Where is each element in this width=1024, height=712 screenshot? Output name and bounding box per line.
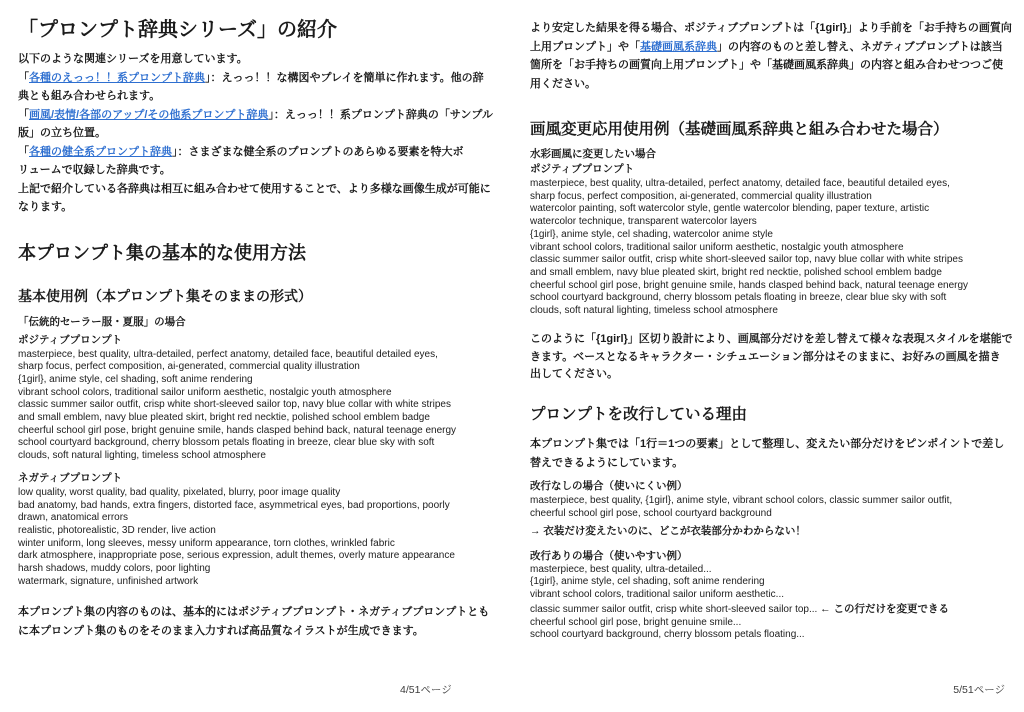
prompt-line: low quality, worst quality, bad quality, pixelated, blurry, poor image quality <box>18 486 341 498</box>
prompt-line: {1girl}, anime style, cel shading, soft anime rendering <box>18 373 253 385</box>
prompt-line: watercolor technique, transparent watercolor layers <box>530 216 757 228</box>
text-line <box>18 69 500 88</box>
positive-prompt-block <box>530 178 1012 318</box>
section-heading-basic-usage: 本プロンプト集の基本的な使用方法 <box>18 242 306 263</box>
prompt-line: masterpiece, best quality, ultra-detailed, perfect anatomy, detailed face, beautiful detailed eyes, <box>530 178 950 189</box>
negative-prompt-block <box>18 487 500 589</box>
with-linebreak-example-label: 改行ありの場合（使いやすい例） <box>530 549 688 562</box>
page4-intro <box>18 50 500 217</box>
text-segment: 「 <box>18 108 29 121</box>
text-line: 上記で紹介している各辞典は相互に組み合わせて使用することで、より多様な画像生成が可能に <box>18 182 491 195</box>
text-segment: 」：さまざまな健全系のプロンプトのあらゆる要素を特大ボ <box>172 145 464 158</box>
positive-prompt-label: ポジティブプロンプト <box>530 163 635 175</box>
link-base-style-dictionary[interactable]: 基礎画風系辞典 <box>640 40 717 53</box>
link-style-expression-prompt-dictionary[interactable]: 画風/表情/各部のアップ/その他系プロンプト辞典 <box>29 108 269 121</box>
case-label: 水彩画風に変更したい場合 <box>530 148 656 160</box>
text-segment: 「 <box>18 71 29 84</box>
text-line <box>18 106 500 125</box>
text-segment: 」の内容のものと差し替え、ネガティブプロンプトは該当 <box>717 40 1003 53</box>
prompt-line: masterpiece, best quality, {1girl}, anime style, vibrant school colors, classic summer sailor outfit, <box>530 495 953 507</box>
subsection-heading-basic-example: 基本使用例（本プロンプト集そのままの形式） <box>18 287 312 304</box>
page-number-4: 4/51ページ <box>400 684 452 696</box>
text-line: リュームで収録した辞典です。 <box>18 164 171 176</box>
text-line: より安定した結果を得る場合、ポジティブプロンプトは「{1girl}」より手前を「お手持ちの画質向 <box>530 22 1012 34</box>
prompt-line: masterpiece, best quality, ultra-detailed, perfect anatomy, detailed face, beautiful detailed eyes, <box>18 348 438 360</box>
document-page-5 <box>512 0 1024 712</box>
change-this-line-annotation: ← この行だけを変更できる <box>820 602 950 615</box>
positive-prompt-label: ポジティブプロンプト <box>18 333 123 346</box>
text-line: 本プロンプト集の内容のものは、基本的にはポジティブプロンプト・ネガティブプロンプトとも <box>18 606 490 619</box>
prompt-line: {1girl}, anime style, cel shading, watercolor anime style <box>530 228 773 240</box>
prompt-line: watercolor painting, soft watercolor style, gentle watercolor blending, paper texture, artistic <box>530 203 930 215</box>
page4-title: 「プロンプト辞典シリーズ」の紹介 <box>18 19 337 41</box>
prompt-line: clouds, soft natural lighting, timeless school atmosphere <box>530 305 778 317</box>
page5-reason-paragraph <box>530 435 1012 472</box>
prompt-line: and small emblem, navy blue pleated skirt, bright red necktie, polished school emblem badge <box>530 266 942 278</box>
no-linebreak-example-label: 改行なしの場合（使いにくい例） <box>530 480 688 493</box>
prompt-segment: classic summer sailor outfit, crisp white short-sleeved sailor top... <box>530 603 821 615</box>
text-line: きます。ベースとなるキャラクター・シチュエーション部分はそのままに、お好みの画風を描き <box>530 350 1001 363</box>
link-wholesome-prompt-dictionary[interactable]: 各種の健全系プロンプト辞典 <box>29 145 172 158</box>
text-line: このように「{1girl}」区切り設計により、画風部分だけを差し替えて様々な表現スタイルを堪能で <box>530 332 1013 345</box>
prompt-line: masterpiece, best quality, ultra-detailed... <box>530 563 712 575</box>
page-number-5: 5/51ページ <box>953 684 1005 696</box>
text-line: 本プロンプト集では「1行＝1つの要素」として整理し、変えたい部分だけをピンポイントで差し <box>530 438 1005 451</box>
prompt-line: watermark, signature, unfinished artwork <box>18 575 199 587</box>
text-line: 出してください。 <box>530 368 618 381</box>
section-heading-linebreak-reason: プロンプトを改行している理由 <box>530 406 748 424</box>
with-linebreak-example-block <box>530 564 1012 643</box>
prompt-line: harsh shadows, muddy colors, poor lighting <box>18 563 211 575</box>
text-segment: 」：えっっ！！系プロンプト辞典の「サンプル <box>268 108 493 121</box>
text-segment: 上用プロンプト」や「 <box>530 40 640 53</box>
text-line: 箇所を「お手持ちの画質向上用プロンプト」や「基礎画風系辞典」の内容と組み合わせつつご使 <box>530 59 1003 71</box>
negative-prompt-label: ネガティブプロンプト <box>18 471 123 484</box>
prompt-line: sharp focus, perfect composition, ai-generated, commercial quality illustration <box>530 190 872 202</box>
prompt-line: cheerful school girl pose, bright genuine smile, hands clasped behind back, natural teenage energy <box>530 279 969 291</box>
prompt-line: realistic, photorealistic, 3D render, live action <box>18 524 216 536</box>
text-line: 版」の立ち位置。 <box>18 127 106 139</box>
prompt-line: drawn, anatomical errors <box>18 512 129 524</box>
prompt-line: dark atmosphere, inappropriate pose, serious expression, adult themes, overly mature appearance <box>18 550 455 562</box>
positive-prompt-block <box>18 349 500 463</box>
prompt-line: cheerful school girl pose, bright genuine smile, hands clasped behind back, natural teenage energy <box>18 424 457 436</box>
prompt-line: school courtyard background, cherry blossom petals floating in breeze, clear blue sky with soft <box>530 292 947 304</box>
text-line: 以下のような関連シリーズを用意しています。 <box>18 53 248 65</box>
prompt-line: cheerful school girl pose, bright genuine smile... <box>530 616 742 628</box>
page4-outro <box>18 603 500 640</box>
text-line <box>18 143 500 162</box>
prompt-line: vibrant school colors, traditional sailor uniform aesthetic, nostalgic youth atmosphere <box>530 241 904 253</box>
prompt-line: {1girl}, anime style, cel shading, soft anime rendering <box>530 576 765 588</box>
page5-mid-paragraph <box>530 331 1012 384</box>
page5-intro <box>530 19 1012 93</box>
text-segment: 」：えっっ！！な構図やプレイを簡単に作れます。他の辞 <box>205 71 484 84</box>
prompt-line: clouds, soft natural lighting, timeless school atmosphere <box>18 450 266 462</box>
text-line: に本プロンプト集のものをそのまま入力すれば高品質なイラストが生成できます。 <box>18 624 424 637</box>
prompt-line: classic summer sailor outfit, crisp white short-sleeved sailor top, navy blue collar with white stripes <box>530 254 963 266</box>
prompt-line: school courtyard background, cherry blossom petals floating... <box>530 629 805 641</box>
prompt-line: sharp focus, perfect composition, ai-generated, commercial quality illustration <box>18 361 360 373</box>
prompt-line: bad anatomy, bad hands, extra fingers, distorted face, asymmetrical eyes, bad proportions, poorly <box>18 499 450 511</box>
text-line: 用ください。 <box>530 77 596 90</box>
text-line <box>530 38 1012 57</box>
prompt-line: cheerful school girl pose, school courtyard background <box>530 507 772 519</box>
prompt-line: winter uniform, long sleeves, messy uniform appearance, torn clothes, wrinkled fabric <box>18 537 395 549</box>
no-linebreak-example-block <box>530 495 1012 520</box>
section-heading-style-change-example: 画風変更応用使用例（基礎画風系辞典と組み合わせた場合） <box>530 121 949 138</box>
prompt-line: and small emblem, navy blue pleated skirt, bright red necktie, polished school emblem badge <box>18 412 430 424</box>
prompt-line: classic summer sailor outfit, crisp white short-sleeved sailor top, navy blue collar with white stripes <box>18 399 451 411</box>
link-ecchi-prompt-dictionary[interactable]: 各種のえっっ！！系プロンプト辞典 <box>29 71 205 84</box>
text-line: 典とも組み合わせられます。 <box>18 90 161 102</box>
text-line: なります。 <box>18 201 73 213</box>
no-linebreak-note: → 衣装だけ変えたいのに、どこが衣装部分かわからない！ <box>530 524 806 537</box>
prompt-line-with-annotation <box>530 602 1012 617</box>
prompt-line: vibrant school colors, traditional sailor uniform aesthetic, nostalgic youth atmosphere <box>18 386 392 398</box>
prompt-line: vibrant school colors, traditional sailor uniform aesthetic... <box>530 588 785 600</box>
text-line: 替えできるようにしています。 <box>530 456 684 469</box>
case-label: 「伝統的セーラー服・夏服」の場合 <box>18 315 186 328</box>
prompt-line: school courtyard background, cherry blossom petals floating in breeze, clear blue sky with soft <box>18 437 435 449</box>
text-segment: 「 <box>18 145 29 158</box>
